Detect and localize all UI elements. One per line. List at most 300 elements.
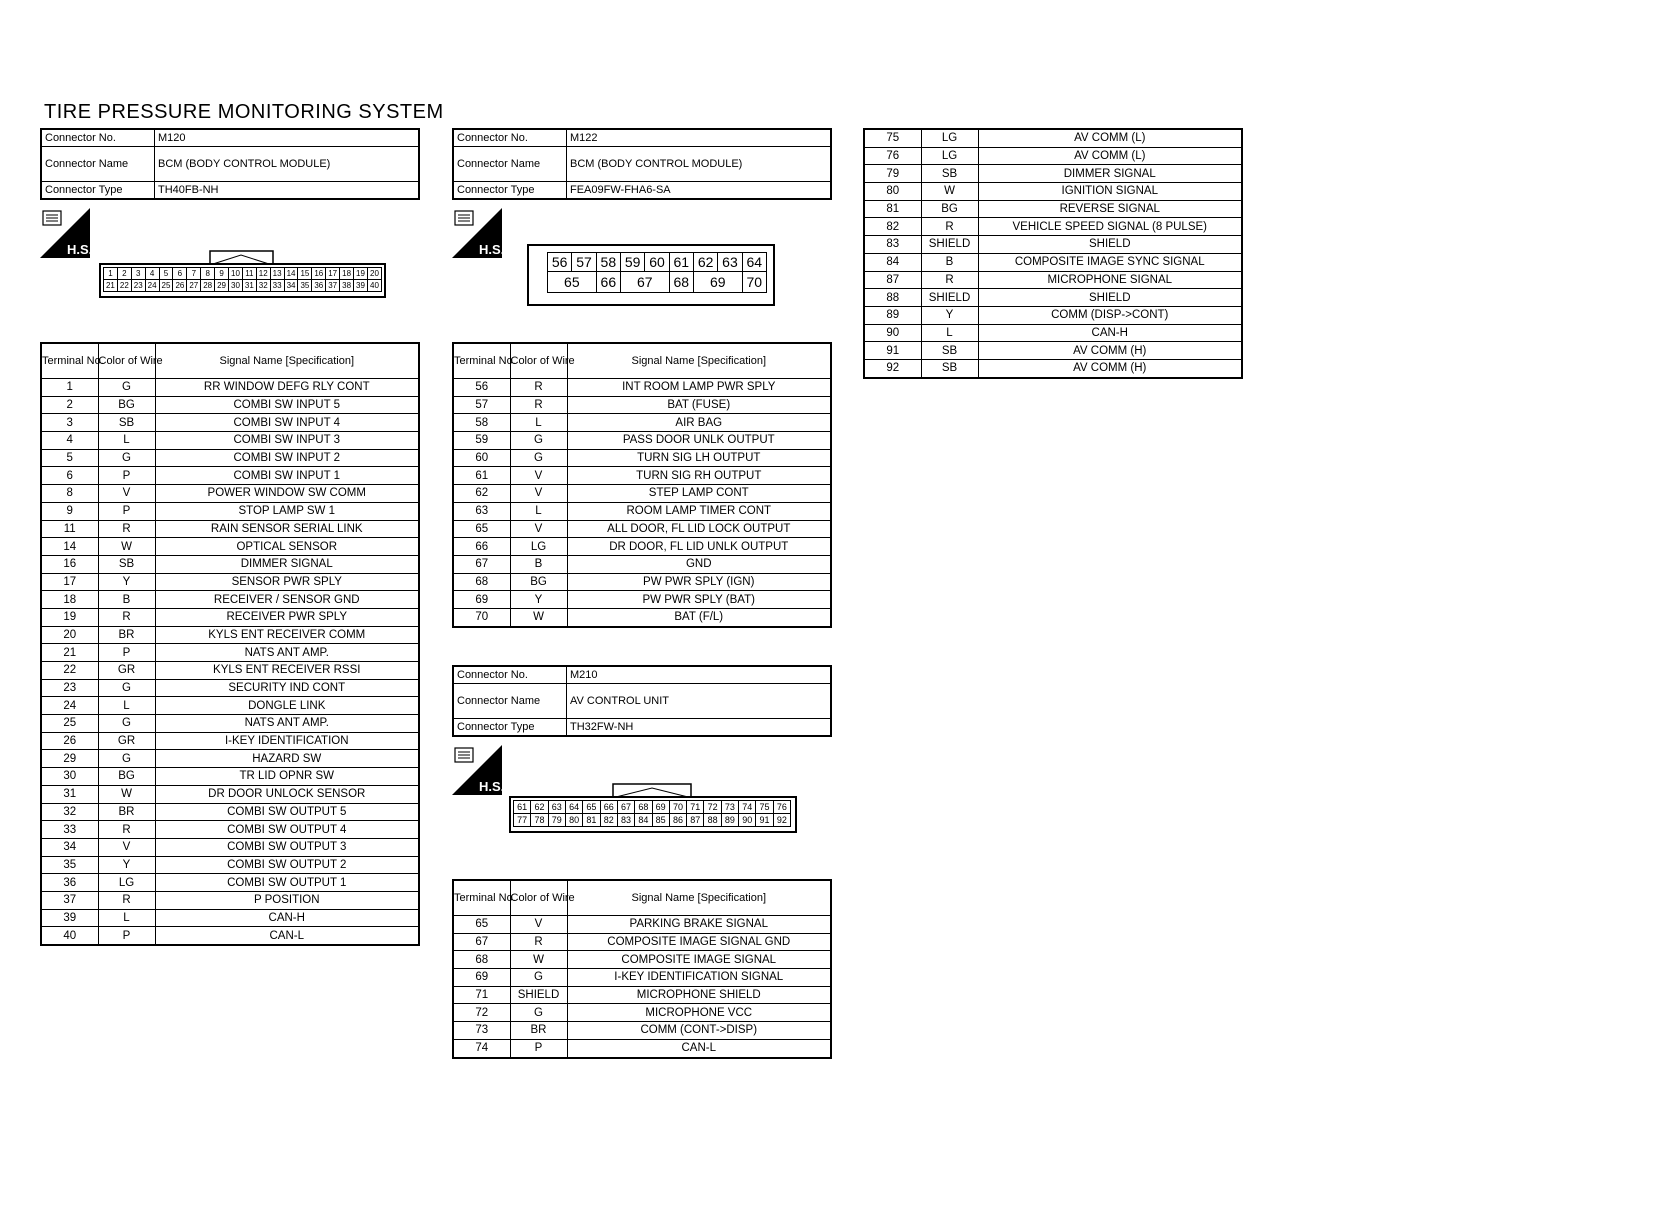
harness-side-icon [452, 745, 505, 795]
table-row [41, 927, 419, 945]
signal-cell: MICROPHONE SHIELD [567, 986, 831, 1004]
signal-cell: COMBI SW OUTPUT 1 [155, 874, 419, 892]
terminal-cell: 69 [453, 969, 510, 987]
wire-color-cell: BG [921, 200, 978, 218]
signal-cell: NATS ANT AMP. [155, 644, 419, 662]
pin-cell: 88 [704, 814, 721, 827]
connector-header-m122 [452, 128, 832, 200]
signal-cell: COMBI SW INPUT 4 [155, 414, 419, 432]
wire-color-cell: BG [98, 768, 155, 786]
connector-name-label: Connector Name [453, 684, 567, 719]
terminal-cell: 2 [41, 396, 98, 414]
terminal-cell: 83 [864, 236, 921, 254]
signal-cell: AV COMM (H) [978, 359, 1242, 377]
connector-face-m120 [99, 250, 386, 298]
terminal-cell: 32 [41, 803, 98, 821]
terminal-cell: 6 [41, 467, 98, 485]
pin-cell: 21 [104, 280, 118, 292]
table-row [41, 432, 419, 450]
pin-cell: 72 [704, 801, 721, 814]
wire-color-cell: G [510, 1004, 567, 1022]
table-row [864, 236, 1242, 254]
table-row [41, 891, 419, 909]
connector-face-m210 [509, 783, 797, 833]
pin-cell: 64 [742, 253, 766, 272]
table-row [453, 449, 831, 467]
connector-face-m122 [527, 244, 775, 306]
pin-cell: 67 [620, 272, 669, 293]
table-row [864, 342, 1242, 360]
pin-cell: 5 [159, 268, 173, 280]
terminal-cell: 57 [453, 396, 510, 414]
terminal-cell: 34 [41, 838, 98, 856]
table-row [41, 679, 419, 697]
pin-cell: 65 [548, 272, 597, 293]
table-row [41, 697, 419, 715]
signal-cell: TURN SIG LH OUTPUT [567, 449, 831, 467]
table-row [41, 874, 419, 892]
table-row [41, 909, 419, 927]
pin-cell: 70 [742, 272, 766, 293]
signal-cell: DIMMER SIGNAL [155, 555, 419, 573]
pin-cell: 33 [270, 280, 284, 292]
table-row [41, 414, 419, 432]
signal-cell: CAN-L [155, 927, 419, 945]
connector-type-label: Connector Type [41, 182, 155, 200]
terminal-cell: 31 [41, 785, 98, 803]
terminal-cell: 69 [453, 591, 510, 609]
wire-color-cell: G [510, 432, 567, 450]
table-row [41, 520, 419, 538]
wire-color-cell: W [510, 608, 567, 626]
signal-header: Signal Name [Specification] [155, 343, 419, 379]
wire-color-cell: LG [921, 147, 978, 165]
terminal-cell: 89 [864, 306, 921, 324]
table-row [453, 951, 831, 969]
table-row [453, 969, 831, 987]
signal-cell: SHIELD [978, 236, 1242, 254]
pin-cell: 16 [312, 268, 326, 280]
signal-cell: ROOM LAMP TIMER CONT [567, 502, 831, 520]
pin-cell: 56 [548, 253, 572, 272]
terminal-cell: 58 [453, 414, 510, 432]
signal-cell: COMBI SW OUTPUT 4 [155, 821, 419, 839]
signal-cell: I-KEY IDENTIFICATION SIGNAL [567, 969, 831, 987]
wire-color-cell: B [98, 591, 155, 609]
wire-color-cell: R [98, 891, 155, 909]
table-row [41, 803, 419, 821]
table-row [453, 573, 831, 591]
wire-color-cell: LG [510, 538, 567, 556]
wire-color-cell: G [510, 969, 567, 987]
pin-cell: 8 [201, 268, 215, 280]
pin-cell: 17 [326, 268, 340, 280]
terminal-cell: 91 [864, 342, 921, 360]
table-row [41, 644, 419, 662]
connector-name-label: Connector Name [453, 147, 567, 182]
wire-color-cell: P [98, 644, 155, 662]
wire-color-cell: SB [98, 555, 155, 573]
pin-cell: 1 [104, 268, 118, 280]
pin-cell: 62 [693, 253, 717, 272]
terminal-cell: 21 [41, 644, 98, 662]
table-row [453, 502, 831, 520]
wire-color-cell: V [510, 467, 567, 485]
wire-color-cell: LG [98, 874, 155, 892]
hs-label: H.S. [67, 242, 93, 257]
wire-color-cell: SB [921, 359, 978, 377]
pin-cell: 59 [620, 253, 644, 272]
wire-color-cell: R [98, 520, 155, 538]
signal-header: Signal Name [Specification] [567, 343, 831, 379]
terminal-cell: 19 [41, 608, 98, 626]
terminal-cell: 14 [41, 538, 98, 556]
terminal-cell: 1 [41, 379, 98, 397]
wire-color-cell: SB [98, 414, 155, 432]
pin-cell: 29 [215, 280, 229, 292]
table-row [453, 1022, 831, 1040]
wire-color-cell: L [510, 414, 567, 432]
wire-color-cell: L [98, 909, 155, 927]
pin-cell: 28 [201, 280, 215, 292]
page-title: TIRE PRESSURE MONITORING SYSTEM [44, 101, 444, 123]
pin-cell: 35 [298, 280, 312, 292]
wire-color-cell: Y [98, 573, 155, 591]
pin-cell: 64 [565, 801, 582, 814]
table-row [41, 785, 419, 803]
hs-label: H.S. [479, 242, 505, 257]
pin-cell: 69 [693, 272, 742, 293]
terminal-cell: 79 [864, 165, 921, 183]
table-row [41, 502, 419, 520]
wire-color-cell: V [98, 838, 155, 856]
table-row [41, 662, 419, 680]
table-row [453, 608, 831, 626]
wire-color-cell: V [98, 485, 155, 503]
pin-cell: 73 [721, 801, 738, 814]
terminal-cell: 66 [453, 538, 510, 556]
wire-color-cell: G [98, 449, 155, 467]
wire-color-cell: G [510, 449, 567, 467]
color-header: Color of Wire [98, 343, 155, 379]
pin-cell: 61 [514, 801, 531, 814]
signal-cell: I-KEY IDENTIFICATION [155, 732, 419, 750]
table-row [864, 324, 1242, 342]
pin-cell: 66 [596, 272, 620, 293]
table-row [453, 1039, 831, 1057]
terminal-cell: 20 [41, 626, 98, 644]
wire-color-cell: SB [921, 342, 978, 360]
terminal-cell: 73 [453, 1022, 510, 1040]
signal-cell: AV COMM (H) [978, 342, 1242, 360]
wire-color-cell: Y [510, 591, 567, 609]
table-row [41, 485, 419, 503]
wire-color-cell: G [98, 715, 155, 733]
terminal-cell: 65 [453, 520, 510, 538]
signal-cell: TURN SIG RH OUTPUT [567, 467, 831, 485]
terminal-cell: 68 [453, 573, 510, 591]
pin-cell: 68 [635, 801, 652, 814]
table-row [41, 821, 419, 839]
pin-cell: 34 [284, 280, 298, 292]
signal-cell: COMBI SW OUTPUT 3 [155, 838, 419, 856]
wire-color-cell: BR [98, 803, 155, 821]
table-row [41, 449, 419, 467]
table-row [864, 129, 1242, 147]
terminal-cell: 81 [864, 200, 921, 218]
pin-cell: 71 [687, 801, 704, 814]
signal-cell: DIMMER SIGNAL [978, 165, 1242, 183]
table-row [453, 538, 831, 556]
signal-cell: KYLS ENT RECEIVER RSSI [155, 662, 419, 680]
pin-cell: 63 [548, 801, 565, 814]
pin-cell: 6 [173, 268, 187, 280]
wire-color-cell: SHIELD [921, 289, 978, 307]
pin-cell: 67 [617, 801, 634, 814]
signal-cell: CAN-H [155, 909, 419, 927]
pin-cell: 40 [367, 280, 381, 292]
pin-cell: 74 [739, 801, 756, 814]
terminal-cell: 11 [41, 520, 98, 538]
terminal-cell: 8 [41, 485, 98, 503]
terminal-cell: 63 [453, 502, 510, 520]
connector-type-value: TH40FB-NH [155, 182, 420, 200]
wire-color-cell: B [510, 555, 567, 573]
terminal-table-m210 [452, 879, 832, 1059]
wire-color-cell: L [98, 432, 155, 450]
connector-header-m210 [452, 665, 832, 737]
signal-cell: SENSOR PWR SPLY [155, 573, 419, 591]
wire-color-cell: R [510, 933, 567, 951]
pin-cell: 58 [596, 253, 620, 272]
pin-cell: 79 [548, 814, 565, 827]
signal-cell: RECEIVER PWR SPLY [155, 608, 419, 626]
wire-color-cell: W [98, 538, 155, 556]
wire-color-cell: W [921, 183, 978, 201]
terminal-cell: 88 [864, 289, 921, 307]
wire-color-cell: SB [921, 165, 978, 183]
terminal-cell: 72 [453, 1004, 510, 1022]
signal-cell: DR DOOR, FL LID UNLK OUTPUT [567, 538, 831, 556]
table-row [41, 591, 419, 609]
signal-cell: COMBI SW OUTPUT 5 [155, 803, 419, 821]
terminal-cell: 82 [864, 218, 921, 236]
signal-cell: INT ROOM LAMP PWR SPLY [567, 379, 831, 397]
wire-color-cell: R [98, 608, 155, 626]
terminal-header: Terminal No. [453, 343, 510, 379]
table-row [41, 467, 419, 485]
color-header: Color of Wire [510, 880, 567, 916]
table-row [453, 485, 831, 503]
connector-name-value: BCM (BODY CONTROL MODULE) [567, 147, 832, 182]
signal-cell: COMBI SW INPUT 1 [155, 467, 419, 485]
signal-cell: DR DOOR UNLOCK SENSOR [155, 785, 419, 803]
wire-color-cell: BG [510, 573, 567, 591]
table-row [864, 183, 1242, 201]
wire-color-cell: L [510, 502, 567, 520]
terminal-cell: 92 [864, 359, 921, 377]
wire-color-cell: L [98, 697, 155, 715]
pin-cell: 4 [145, 268, 159, 280]
terminal-cell: 4 [41, 432, 98, 450]
terminal-table-m120 [40, 342, 420, 946]
signal-cell: OPTICAL SENSOR [155, 538, 419, 556]
pin-cell: 18 [340, 268, 354, 280]
signal-cell: ALL DOOR, FL LID LOCK OUTPUT [567, 520, 831, 538]
pin-cell: 13 [270, 268, 284, 280]
terminal-cell: 25 [41, 715, 98, 733]
terminal-cell: 23 [41, 679, 98, 697]
connector-no-value: M122 [567, 129, 832, 147]
pin-cell: 20 [367, 268, 381, 280]
harness-side-icon [40, 208, 93, 258]
pin-cell: 22 [117, 280, 131, 292]
table-row [41, 608, 419, 626]
pin-grid [547, 252, 767, 293]
table-row [453, 432, 831, 450]
pin-cell: 75 [756, 801, 773, 814]
pin-cell: 19 [354, 268, 368, 280]
pin-cell: 31 [242, 280, 256, 292]
pin-cell: 89 [721, 814, 738, 827]
terminal-cell: 65 [453, 916, 510, 934]
wire-color-cell: LG [921, 129, 978, 147]
table-row [453, 520, 831, 538]
pin-grid [103, 267, 382, 292]
terminal-cell: 67 [453, 933, 510, 951]
table-row [41, 555, 419, 573]
wire-color-cell: R [921, 271, 978, 289]
pin-cell: 62 [531, 801, 548, 814]
pin-cell: 84 [635, 814, 652, 827]
signal-cell: TR LID OPNR SW [155, 768, 419, 786]
wire-color-cell: P [98, 502, 155, 520]
signal-cell: STOP LAMP SW 1 [155, 502, 419, 520]
table-row [41, 396, 419, 414]
signal-cell: PW PWR SPLY (BAT) [567, 591, 831, 609]
signal-cell: COMBI SW OUTPUT 2 [155, 856, 419, 874]
signal-cell: PW PWR SPLY (IGN) [567, 573, 831, 591]
table-row [864, 218, 1242, 236]
signal-cell: STEP LAMP CONT [567, 485, 831, 503]
signal-cell: REVERSE SIGNAL [978, 200, 1242, 218]
signal-cell: SHIELD [978, 289, 1242, 307]
signal-cell: SECURITY IND CONT [155, 679, 419, 697]
terminal-cell: 70 [453, 608, 510, 626]
table-row [453, 933, 831, 951]
pin-cell: 78 [531, 814, 548, 827]
signal-cell: VEHICLE SPEED SIGNAL (8 PULSE) [978, 218, 1242, 236]
table-row [41, 538, 419, 556]
terminal-cell: 5 [41, 449, 98, 467]
wire-color-cell: B [921, 253, 978, 271]
table-row [864, 271, 1242, 289]
wire-color-cell: L [921, 324, 978, 342]
pin-cell: 23 [131, 280, 145, 292]
terminal-cell: 39 [41, 909, 98, 927]
pin-cell: 10 [229, 268, 243, 280]
signal-cell: COMM (DISP->CONT) [978, 306, 1242, 324]
table-row [453, 591, 831, 609]
table-row [453, 414, 831, 432]
signal-cell: KYLS ENT RECEIVER COMM [155, 626, 419, 644]
terminal-table-m210-continued [863, 128, 1243, 379]
pin-cell: 14 [284, 268, 298, 280]
connector-header-m120 [40, 128, 420, 200]
terminal-cell: 22 [41, 662, 98, 680]
terminal-cell: 26 [41, 732, 98, 750]
wire-color-cell: BR [98, 626, 155, 644]
wire-color-cell: V [510, 520, 567, 538]
table-row [864, 289, 1242, 307]
wire-color-cell: SHIELD [921, 236, 978, 254]
wire-color-cell: Y [98, 856, 155, 874]
wire-color-cell: BR [510, 1022, 567, 1040]
pin-cell: 32 [256, 280, 270, 292]
table-row [864, 165, 1242, 183]
pin-cell: 25 [159, 280, 173, 292]
connector-no-value: M120 [155, 129, 420, 147]
terminal-cell: 36 [41, 874, 98, 892]
wire-color-cell: P [98, 467, 155, 485]
table-row [41, 626, 419, 644]
color-header: Color of Wire [510, 343, 567, 379]
table-row [41, 768, 419, 786]
connector-name-value: AV CONTROL UNIT [567, 684, 832, 719]
signal-cell: COMPOSITE IMAGE SIGNAL GND [567, 933, 831, 951]
terminal-cell: 60 [453, 449, 510, 467]
terminal-cell: 71 [453, 986, 510, 1004]
pin-cell: 27 [187, 280, 201, 292]
table-row [41, 856, 419, 874]
signal-cell: COMBI SW INPUT 2 [155, 449, 419, 467]
pin-cell: 37 [326, 280, 340, 292]
terminal-cell: 67 [453, 555, 510, 573]
table-row [41, 379, 419, 397]
signal-cell: HAZARD SW [155, 750, 419, 768]
terminal-cell: 33 [41, 821, 98, 839]
wire-color-cell: G [98, 750, 155, 768]
pin-cell: 90 [739, 814, 756, 827]
pin-cell: 86 [669, 814, 686, 827]
wire-color-cell: V [510, 485, 567, 503]
terminal-cell: 68 [453, 951, 510, 969]
signal-cell: MICROPHONE VCC [567, 1004, 831, 1022]
wire-color-cell: G [98, 679, 155, 697]
signal-cell: NATS ANT AMP. [155, 715, 419, 733]
pin-cell: 81 [583, 814, 600, 827]
signal-cell: COMBI SW INPUT 3 [155, 432, 419, 450]
connector-type-value: TH32FW-NH [567, 719, 832, 737]
connector-no-label: Connector No. [41, 129, 155, 147]
signal-cell: CAN-H [978, 324, 1242, 342]
table-row [41, 732, 419, 750]
pin-cell: 30 [229, 280, 243, 292]
pin-cell: 7 [187, 268, 201, 280]
table-row [864, 200, 1242, 218]
table-row [864, 253, 1242, 271]
wire-color-cell: W [98, 785, 155, 803]
table-row [453, 467, 831, 485]
wire-color-cell: P [98, 927, 155, 945]
pin-cell: 3 [131, 268, 145, 280]
wire-color-cell: BG [98, 396, 155, 414]
wire-color-cell: P [510, 1039, 567, 1057]
table-row [864, 359, 1242, 377]
wire-color-cell: R [510, 379, 567, 397]
signal-cell: PASS DOOR UNLK OUTPUT [567, 432, 831, 450]
pin-cell: 2 [117, 268, 131, 280]
